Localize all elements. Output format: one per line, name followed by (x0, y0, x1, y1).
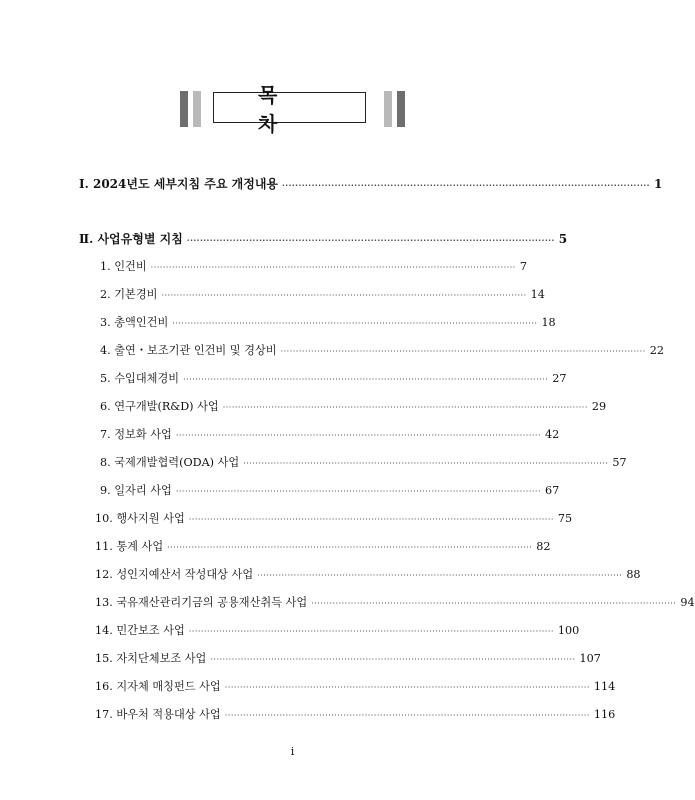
leader-dots: ························································································································ (210, 655, 576, 664)
toc-item[interactable] (100, 398, 607, 414)
toc-page-number: 42 (544, 428, 560, 441)
toc-item[interactable] (100, 454, 627, 470)
toc-item-label: 17. 바우처 적용대상 사업 (95, 708, 221, 721)
toc-item[interactable] (100, 314, 556, 330)
toc-item-label: 7. 정보화 사업 (100, 428, 172, 441)
toc-page-number: 75 (557, 512, 573, 525)
title-bar-left-light (193, 91, 201, 127)
toc-item-label: 13. 국유재산관리기금의 공용재산취득 사업 (95, 596, 308, 609)
leader-dots: ························································································································ (161, 291, 527, 300)
toc-item-label: 10. 행사지원 사업 (95, 512, 185, 525)
toc-item-label: 5. 수입대체경비 (100, 372, 180, 385)
leader-dots: ························································································································ (243, 459, 609, 468)
leader-dots: ························································································································ (257, 571, 623, 580)
toc-item[interactable] (100, 258, 527, 274)
toc-page-number: 57 (612, 456, 627, 469)
toc-item-label: 3. 총액인건비 (100, 316, 169, 329)
toc-item-label: 11. 통계 사업 (95, 540, 164, 553)
toc-item[interactable] (95, 538, 551, 554)
leader-dots: ························································································································ (172, 319, 538, 328)
toc-item-label: 4. 출연・보조기관 인건비 및 경상비 (100, 344, 277, 357)
toc-page-number: 67 (544, 484, 560, 497)
toc-item[interactable] (95, 566, 641, 582)
leader-dots: ························································································································ (188, 515, 554, 524)
toc-item[interactable] (95, 510, 573, 526)
leader-dots: ························································································································ (150, 263, 516, 272)
leader-dots: ························································································································ (167, 543, 533, 552)
toc-page-number: 5 (558, 232, 568, 246)
page-number-footer: i (290, 745, 295, 758)
toc-page-number: 27 (552, 372, 567, 385)
toc-item-label: 16. 지자체 매칭펀드 사업 (95, 680, 221, 693)
toc-page-number: 18 (541, 316, 556, 329)
toc-item[interactable] (100, 426, 560, 442)
toc-item-label: 1. 인건비 (100, 260, 147, 273)
toc-title: 목 차 (213, 92, 366, 123)
toc-item[interactable] (100, 370, 567, 386)
toc-page-number: 14 (530, 288, 545, 301)
toc-major-section[interactable] (79, 230, 568, 247)
toc-page-number: 88 (626, 568, 641, 581)
leader-dots: ························································································································ (183, 375, 549, 384)
leader-dots: ························································································································ (311, 599, 677, 608)
leader-dots: ························································································································ (224, 683, 590, 692)
toc-item-label: 15. 자치단체보조 사업 (95, 652, 207, 665)
toc-item-label: 12. 성인지예산서 작성대상 사업 (95, 568, 254, 581)
toc-page-number: 29 (591, 400, 607, 413)
toc-item-label: 6. 연구개발(R&D) 사업 (100, 400, 219, 413)
toc-page-number: 100 (557, 624, 580, 637)
leader-dots: ························································································································ (175, 431, 541, 440)
toc-item[interactable] (100, 286, 545, 302)
leader-dots: ························································································································ (280, 347, 646, 356)
toc-title-banner (180, 82, 405, 136)
toc-item-label: 2. 기본경비 (100, 288, 158, 301)
toc-page-number: 1 (653, 177, 663, 191)
toc-item-label: 14. 민간보조 사업 (95, 624, 185, 637)
leader-dots: ························································································································ (175, 487, 541, 496)
toc-major-label: Ⅱ. 사업유형별 지침 (79, 232, 183, 246)
title-bar-right-dark (397, 91, 405, 127)
toc-item[interactable] (95, 594, 695, 610)
toc-page-number: 7 (519, 260, 527, 273)
toc-page-number: 116 (593, 708, 616, 721)
toc-item[interactable] (100, 342, 664, 358)
leader-dots: ························································································································ (224, 711, 590, 720)
title-bar-left-dark (180, 91, 188, 127)
toc-item-label: 8. 국제개발협력(ODA) 사업 (100, 456, 240, 469)
leader-dots: ················································································································ (282, 180, 650, 190)
toc-page-number: 82 (536, 540, 551, 553)
toc-item[interactable] (95, 678, 616, 694)
toc-item[interactable] (100, 482, 560, 498)
title-bar-right-light (384, 91, 392, 127)
toc-page-number: 94 (680, 596, 695, 609)
leader-dots: ························································································································ (222, 403, 588, 412)
toc-page-number: 22 (649, 344, 664, 357)
toc-page-number: 107 (579, 652, 601, 665)
toc-major-section[interactable] (79, 175, 663, 192)
toc-item[interactable] (95, 650, 601, 666)
toc-page-number: 114 (593, 680, 616, 693)
toc-major-label: Ⅰ. 2024년도 세부지침 주요 개정내용 (79, 177, 279, 191)
toc-item-label: 9. 일자리 사업 (100, 484, 172, 497)
leader-dots: ················································································································ (186, 235, 555, 245)
leader-dots: ························································································································ (188, 627, 554, 636)
toc-item[interactable] (95, 706, 616, 722)
toc-item[interactable] (95, 622, 580, 638)
